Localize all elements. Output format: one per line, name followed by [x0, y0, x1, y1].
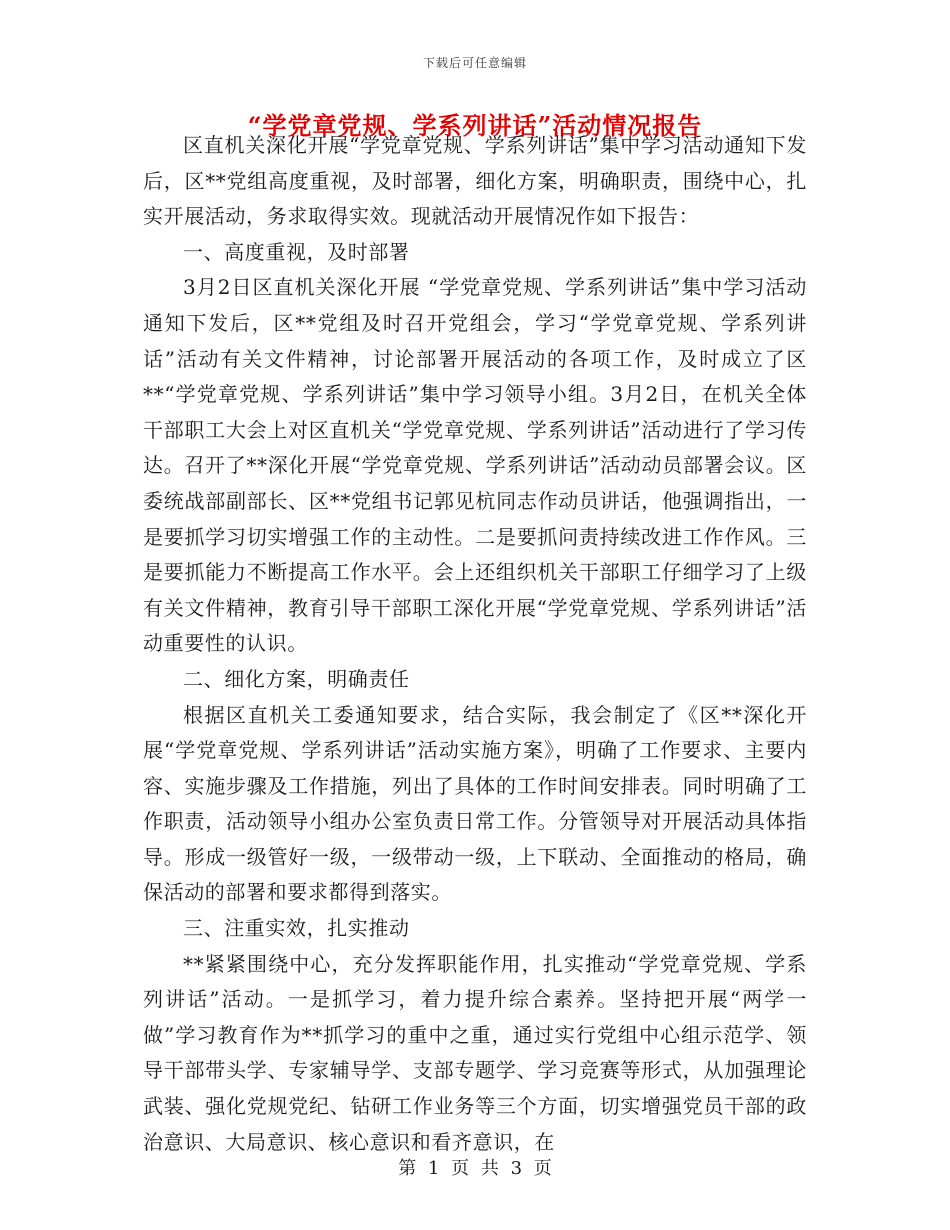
section-heading-2: 二、细化方案，明确责任	[183, 666, 410, 691]
header-note: 下载后可任意编辑	[422, 56, 527, 70]
page-footer: 第 1 页 共 3 页	[398, 1158, 552, 1179]
document-body	[143, 128, 807, 1160]
paragraph-intro: 区直机关深化开展“学党章党规、学系列讲话”集中学习活动通知下发后，区**党组高度重视，及时部署，细化方案，明确职责，围绕中心，扎实开展活动，务求取得实效。现就活动开展情况作如下报告：	[143, 133, 807, 229]
section-heading-3: 三、注重实效，扎实推动	[183, 916, 410, 941]
document-title: “学党章党规、学系列讲话”活动情况报告	[247, 111, 703, 140]
paragraph-section-1: 3月2日区直机关深化开展 “学党章党规、学系列讲话”集中学习活动通知下发后，区**党组及时召开党组会，学习“学党章党规、学系列讲话”活动有关文件精神，讨论部署开展活动的各项工作，及时成立了区**“学党章党规、学系列讲话”集中学习领导小组。3月2日，在机关全体干部职工大会上对区直机关“学党章党规、学系列讲话”活动进行了学习传达。召开了**深化开展“学党章党规、学系列讲话”活动动员部署会议。区委统战部副部长、区**党组书记郭见杭同志作动员讲话，他强调指出，一是要抓学习切实增强工作的主动性。二是要抓问责持续改进工作作风。三是要抓能力不断提高工作水平。会上还组织机关干部职工仔细学习了上级有关文件精神，教育引导干部职工深化开展“学党章党规、学系列讲话”活动重要性的认识。	[143, 275, 807, 656]
section-heading-1: 一、高度重视，及时部署	[183, 239, 410, 264]
paragraph-section-3: **紧紧围绕中心，充分发挥职能作用，扎实推动“学党章党规、学系列讲话”活动。一是抓学习，着力提升综合素养。坚持把开展“两学一做”学习教育作为**抓学习的重中之重，通过实行党组中心组示范学、领导干部带头学、专家辅导学、支部专题学、学习竞赛等形式，从加强理论武装、强化党规党纪、钻研工作业务等三个方面，切实增强党员干部的政治意识、大局意识、核心意识和看齐意识，在	[143, 951, 807, 1154]
paragraph-section-2: 根据区直机关工委通知要求，结合实际，我会制定了《区**深化开展“学党章党规、学系列讲话”活动实施方案》，明确了工作要求、主要内容、实施步骤及工作措施，列出了具体的工作时间安排表。同时明确了工作职责，活动领导小组办公室负责日常工作。分管领导对开展活动具体指导。形成一级管好一级，一级带动一级，上下联动、全面推动的格局，确保活动的部署和要求都得到落实。	[143, 702, 807, 905]
